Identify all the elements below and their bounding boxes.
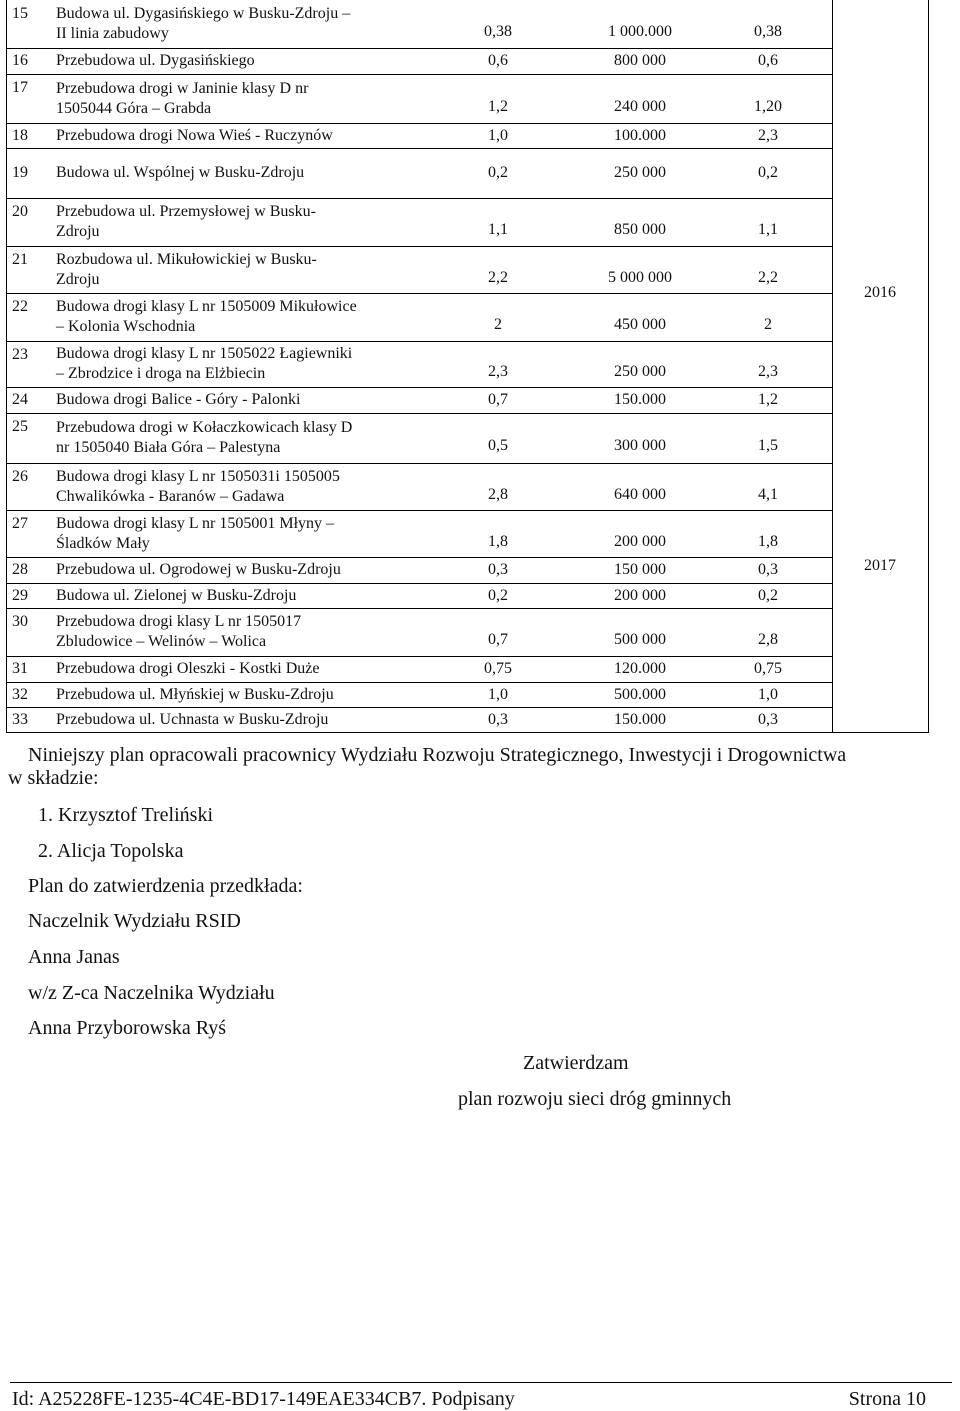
cost-value: 100.000 (614, 126, 666, 144)
row-number: 25 (12, 418, 28, 435)
road-name-line: Przebudowa drogi Nowa Wieś - Ruczynów (56, 126, 333, 144)
length-total-value: 1,1 (758, 221, 778, 238)
year-column-separator (832, 0, 833, 732)
role-1: Naczelnik Wydziału RSID (28, 910, 241, 932)
road-name-line: – Zbrodzice i droga na Elżbiecin (56, 365, 266, 382)
cost-value: 850 000 (614, 221, 666, 238)
road-name-line: Budowa drogi klasy L nr 1505031i 1505005 (56, 467, 340, 485)
prepared-by-continued: w składzie: (8, 767, 99, 789)
length-total-value: 2,3 (758, 363, 778, 380)
row-number: 31 (12, 660, 28, 677)
table-border-left (6, 0, 7, 732)
length-value: 0,3 (488, 561, 508, 578)
length-value: 2,3 (488, 363, 508, 380)
cost-value: 5 000 000 (608, 268, 672, 286)
length-value: 1,1 (488, 221, 508, 238)
length-total-value: 0,75 (754, 660, 782, 677)
person-2: 2. Alicja Topolska (38, 840, 184, 862)
row-number: 33 (12, 710, 28, 728)
road-name-line: Przebudowa drogi Oleszki - Kostki Duże (56, 660, 320, 677)
road-name-line: Rozbudowa ul. Mikułowickiej w Busku- (56, 250, 317, 268)
row-divider (6, 557, 832, 558)
row-divider (6, 387, 832, 388)
year-2016: 2016 (864, 284, 896, 301)
length-total-value: 2,8 (758, 631, 778, 648)
name-1: Anna Janas (28, 946, 120, 968)
length-total-value: 2 (764, 316, 772, 333)
length-total-value: 0,6 (758, 52, 778, 69)
length-value: 0,2 (488, 586, 508, 604)
row-number: 22 (12, 298, 28, 315)
road-name-line: Śladków Mały (56, 534, 150, 552)
cost-value: 200 000 (614, 532, 666, 550)
length-value: 0,2 (488, 164, 508, 181)
approve-label: Zatwierdzam (523, 1052, 629, 1074)
road-name-line: Budowa drogi Balice - Góry - Palonki (56, 391, 301, 408)
road-name-line: Budowa ul. Dygasińskiego w Busku-Zdroju – (56, 5, 351, 22)
length-total-value: 2,2 (758, 268, 778, 286)
length-value: 0,75 (484, 660, 512, 677)
length-total-value: 0,38 (754, 23, 782, 40)
road-name-line: Przebudowa ul. Uchnasta w Busku-Zdroju (56, 710, 329, 728)
row-number: 20 (12, 203, 28, 220)
length-value: 1,2 (488, 97, 508, 115)
year-2017: 2017 (864, 557, 896, 574)
row-number: 18 (12, 126, 28, 144)
cost-value: 120.000 (614, 660, 666, 677)
row-divider (6, 198, 832, 199)
road-name-line: Chwalikówka - Baranów – Gadawa (56, 487, 285, 505)
cost-value: 150.000 (614, 391, 666, 408)
length-value: 0,7 (488, 631, 508, 648)
approve-subtitle: plan rozwoju sieci dróg gminnych (458, 1088, 732, 1110)
road-name-line: Przebudowa drogi w Kołaczkowicach klasy D (56, 419, 353, 436)
row-divider (6, 246, 832, 247)
length-value: 0,38 (484, 23, 512, 40)
length-total-value: 1,8 (758, 532, 778, 550)
cost-value: 250 000 (614, 363, 666, 380)
length-value: 0,3 (488, 710, 508, 728)
row-number: 23 (12, 346, 28, 363)
row-number: 17 (12, 79, 28, 96)
length-total-value: 0,2 (758, 164, 778, 181)
cost-value: 500 000 (614, 631, 666, 648)
road-name-line: Przebudowa ul. Przemysłowej w Busku- (56, 203, 316, 220)
length-total-value: 1,0 (758, 685, 778, 703)
length-value: 2 (494, 316, 502, 333)
row-divider (6, 341, 832, 342)
length-total-value: 1,5 (758, 437, 778, 454)
length-value: 2,8 (488, 485, 508, 503)
length-total-value: 4,1 (758, 485, 778, 503)
cost-value: 240 000 (614, 97, 666, 115)
footer-divider (10, 1382, 952, 1383)
row-number: 28 (12, 561, 28, 578)
cost-value: 800 000 (614, 52, 666, 69)
length-value: 0,6 (488, 52, 508, 69)
length-value: 1,0 (488, 126, 508, 144)
row-number: 26 (12, 468, 28, 485)
length-value: 0,5 (488, 437, 508, 454)
row-divider (6, 732, 832, 733)
row-number: 27 (12, 515, 28, 532)
row-number: 30 (12, 613, 28, 630)
row-divider (6, 682, 832, 683)
road-name-line: 1505044 Góra – Grabda (56, 99, 212, 117)
cost-value: 500.000 (614, 685, 666, 703)
length-value: 1,0 (488, 685, 508, 703)
road-name-line: Przebudowa drogi w Janinie klasy D nr (56, 79, 309, 97)
row-divider (6, 413, 832, 414)
road-name-line: Przebudowa ul. Młyńskiej w Busku-Zdroju (56, 685, 334, 703)
length-total-value: 0,2 (758, 586, 778, 604)
page-number: Strona 10 (848, 1388, 926, 1410)
table-border-right (928, 0, 929, 732)
prepared-by-text: Niniejszy plan opracowali pracownicy Wydziału Rozwoju Strategicznego, Inwestycji i Drogownictwa (28, 744, 847, 766)
row-divider (6, 707, 832, 708)
row-divider (6, 510, 832, 511)
road-name-line: II linia zabudowy (56, 25, 169, 42)
length-value: 2,2 (488, 268, 508, 286)
road-name-line: Budowa ul. Wspólnej w Busku-Zdroju (56, 164, 305, 181)
cost-value: 200 000 (614, 586, 666, 604)
road-name-line: Zbludowice – Welinów – Wolica (56, 633, 267, 650)
row-divider (6, 123, 832, 124)
row-divider (6, 608, 832, 609)
length-total-value: 0,3 (758, 561, 778, 578)
road-name-line: Przebudowa drogi klasy L nr 1505017 (56, 613, 302, 630)
length-total-value: 0,3 (758, 710, 778, 728)
row-divider (6, 463, 832, 464)
row-divider (6, 293, 832, 294)
row-divider (6, 48, 832, 49)
road-name-line: Budowa drogi klasy L nr 1505009 Mikułowice (56, 298, 357, 315)
row-divider (6, 583, 832, 584)
road-name-line: Zdroju (56, 270, 100, 288)
cost-value: 640 000 (614, 485, 666, 503)
road-name-line: Budowa drogi klasy L nr 1505022 Łagiewniki (56, 345, 353, 362)
row-number: 21 (12, 251, 28, 268)
row-number: 15 (12, 5, 28, 22)
road-name-line: Przebudowa ul. Dygasińskiego (56, 52, 255, 69)
person-1: 1. Krzysztof Treliński (38, 804, 213, 826)
row-number: 29 (12, 586, 28, 604)
road-name-line: Budowa ul. Zielonej w Busku-Zdroju (56, 586, 297, 604)
row-divider (6, 656, 832, 657)
road-name-line: Zdroju (56, 223, 100, 240)
year-column-bottom (832, 732, 929, 733)
name-2: Anna Przyborowska Ryś (28, 1017, 227, 1039)
road-name-line: – Kolonia Wschodnia (56, 318, 196, 335)
row-number: 16 (12, 52, 28, 69)
submitted-by-label: Plan do zatwierdzenia przedkłada: (28, 875, 303, 897)
cost-value: 150 000 (614, 561, 666, 578)
cost-value: 1 000.000 (608, 23, 672, 40)
row-number: 19 (12, 164, 28, 181)
row-divider (6, 74, 832, 75)
row-divider (6, 148, 832, 149)
length-total-value: 2,3 (758, 126, 778, 144)
cost-value: 250 000 (614, 164, 666, 181)
document-id: Id: A25228FE-1235-4C4E-BD17-149EAE334CB7. Podpisany (12, 1388, 515, 1410)
cost-value: 150.000 (614, 710, 666, 728)
row-number: 24 (12, 391, 28, 408)
road-name-line: nr 1505040 Biała Góra – Palestyna (56, 439, 281, 456)
role-2: w/z Z-ca Naczelnika Wydziału (28, 982, 275, 1004)
length-total-value: 1,2 (758, 391, 778, 408)
cost-value: 300 000 (614, 437, 666, 454)
cost-value: 450 000 (614, 316, 666, 333)
length-value: 1,8 (488, 532, 508, 550)
row-number: 32 (12, 685, 28, 703)
road-name-line: Przebudowa ul. Ogrodowej w Busku-Zdroju (56, 561, 341, 578)
length-value: 0,7 (488, 391, 508, 408)
length-total-value: 1,20 (754, 97, 782, 115)
road-name-line: Budowa drogi klasy L nr 1505001 Młyny – (56, 514, 335, 532)
